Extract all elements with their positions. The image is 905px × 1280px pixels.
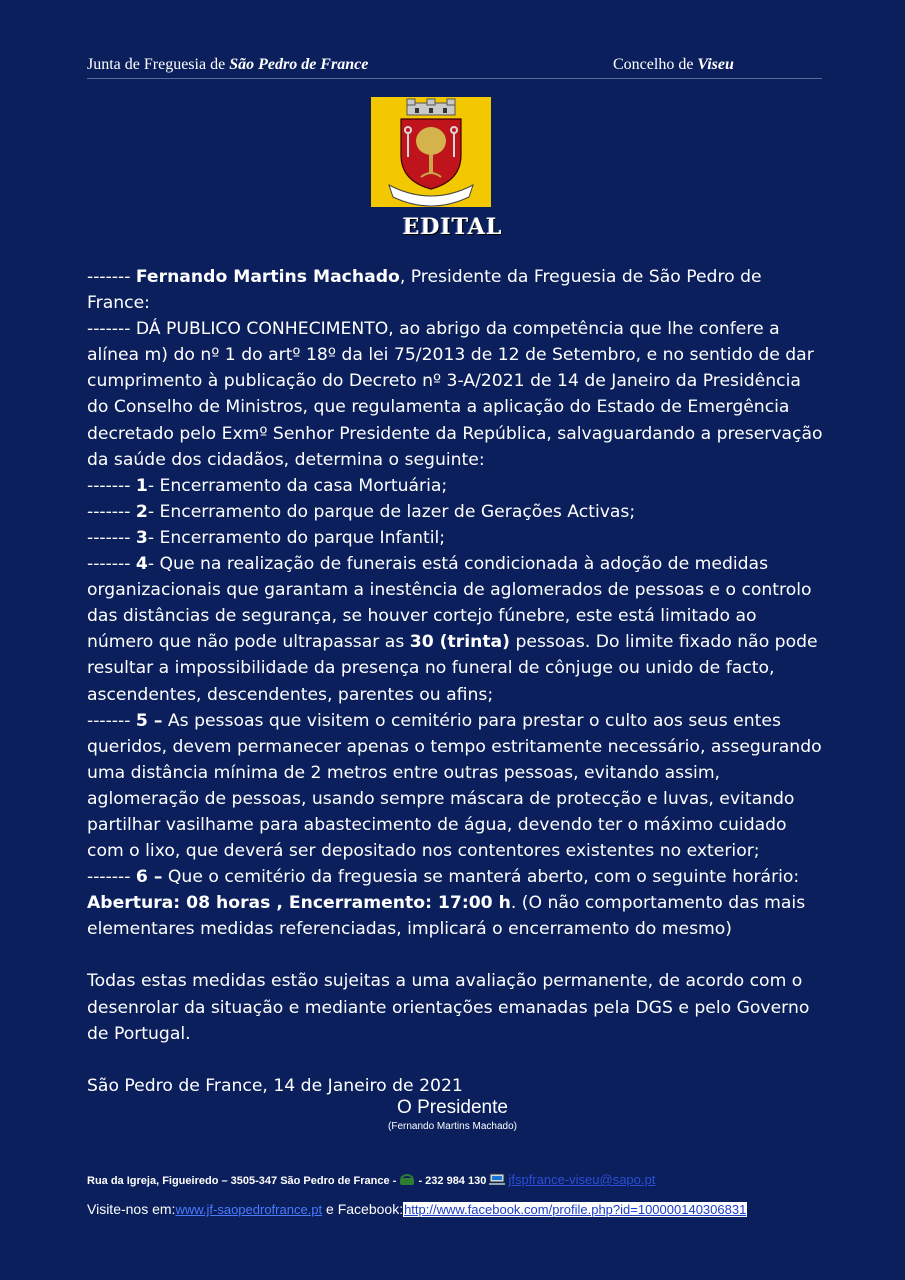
- footer-address-line: [87, 1172, 655, 1189]
- list-item-1: ------- 1- Encerramento da casa Mortuária;: [87, 475, 448, 496]
- email-link[interactable]: jfspfrance-viseu@sapo.pt: [508, 1172, 656, 1187]
- president-name: Fernando Martins Machado: [135, 267, 400, 287]
- document-title: EDITAL: [402, 214, 503, 240]
- website-link[interactable]: www.jf-saopedrofrance.pt: [175, 1202, 323, 1217]
- computer-icon: [489, 1173, 505, 1189]
- page-header: [87, 56, 822, 79]
- signature-name: (Fernando Martins Machado): [388, 1121, 517, 1132]
- footer-links-line: Visite-nos em:www.jf-saopedrofrance.pt e Facebook:http://www.facebook.com/profile.php?id=100000140306831: [87, 1201, 747, 1217]
- phone-number: - 232 984 130: [415, 1175, 490, 1187]
- header-right: Concelho de Viseu: [613, 56, 734, 73]
- telephone-icon: [399, 1173, 415, 1189]
- list-item-2: ------- 2- Encerramento do parque de lazer de Gerações Activas;: [87, 501, 636, 522]
- paragraph-intro: ------- Fernando Martins Machado, Presidente da Freguesia de São Pedro de France:: [87, 267, 762, 314]
- facebook-link[interactable]: http://www.facebook.com/profile.php?id=100000140306831: [404, 1202, 747, 1217]
- parish-name: São Pedro de France: [229, 56, 369, 73]
- address-text: Rua da Igreja, Figueiredo – 3505-347 São Pedro de France -: [87, 1175, 400, 1187]
- list-item-4: ------- 4- Que na realização de funerais está condicionada à adoção de medidas organizacionais que garantam a inestência de aglomerados de pessoas e o controlo das distâncias de segurança, se houver cortejo fúnebre, este está limitado ao número que não pode ultrapassar as 30 (trinta) pessoas. Do limite fixado não pode resultar a impossibilidade da presença no funeral de cônjuge ou unido de facto, ascendentes, descendentes, parentes ou afins;: [87, 554, 818, 705]
- list-item-5: ------- 5 – As pessoas que visitem o cemitério para prestar o culto aos seus entes queridos, devem permanecer apenas o tempo estritamente necessário, assegurando uma distância mínima de 2 metros entre outras pessoas, evitando assim, aglomeração de pessoas, usando sempre máscara de protecção e luvas, evitando partilhar vasilhame para abastecimento de água, devendo ter o máximo cuidado com o lixo, que deverá ser depositado nos contentores existentes no exterior;: [87, 710, 822, 862]
- municipality-name: Viseu: [697, 56, 734, 73]
- paragraph-closing: Todas estas medidas estão sujeitas a uma avaliação permanente, de acordo com o desenrolar da situação e mediante orientações emanadas pela DGS e pelo Governo de Portugal.: [87, 971, 810, 1044]
- header-left: Junta de Freguesia de São Pedro de France: [87, 56, 369, 73]
- paragraph-announcement: ------- DÁ PUBLICO CONHECIMENTO, ao abrigo da competência que lhe confere a alínea m) do nº 1 do artº 18º da lei 75/2013 de 12 de Setembro, e no sentido de dar cumprimento à publicação do Decreto nº 3-A/2021 de 14 de Janeiro da Presidência do Conselho de Ministros, que regulamenta a aplicação do Estado de Emergência decretado pelo Exmº Senhor Presidente da República, salvaguardando a preservação da saúde dos cidadãos, determina o seguinte:: [87, 319, 823, 470]
- signature-title: O Presidente: [397, 1097, 508, 1118]
- notice-body: [87, 264, 827, 1099]
- coat-of-arms-logo: [371, 97, 491, 207]
- date-line: São Pedro de France, 14 de Janeiro de 2021: [87, 1075, 463, 1096]
- list-item-6: ------- 6 – Que o cemitério da freguesia se manterá aberto, com o seguinte horário: Abertura: 08 horas , Encerramento: 17:00 h. (O não comportamento das mais elementares medidas referenciadas, implicará o encerramento do mesmo): [87, 867, 806, 940]
- list-item-3: ------- 3- Encerramento do parque Infantil;: [87, 527, 446, 548]
